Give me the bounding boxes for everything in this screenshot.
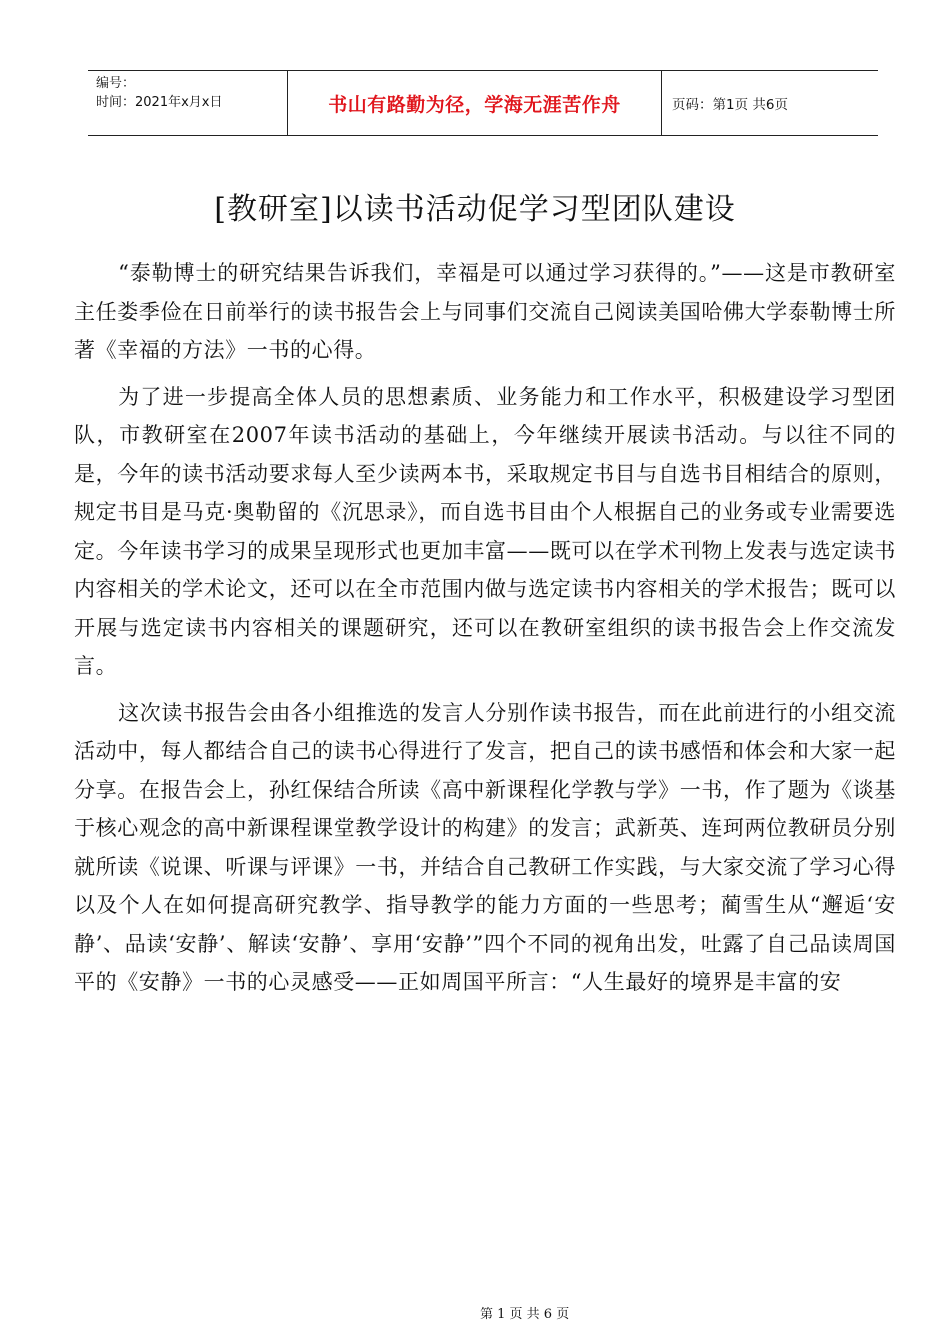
paragraph-2: 为了进一步提高全体人员的思想素质、业务能力和工作水平，积极建设学习型团队，市教研室在2007年读书活动的基础上，今年继续开展读书活动。与以往不同的是，今年的读书活动要求每人至少读两本书，采取规定书目与自选书目相结合的原则，规定书目是马克·奥勒留的《沉思录》，而自选书目由个人根据自己的业务或专业需要选定。今年读书学习的成果呈现形式也更加丰富——既可以在学术刊物上发表与选定读书内容相关的学术论文，还可以在全市范围内做与选定读书内容相关的学术报告；既可以开展与选定读书内容相关的课题研究，还可以在教研室组织的读书报告会上作交流发言。 [74,384,896,678]
document-title: [教研室]以读书活动促学习型团队建设 [214,192,736,227]
header-motto-cell [288,71,662,135]
page-info: 页码：第1页 共6页 [672,97,788,113]
paragraph-1: “泰勒博士的研究结果告诉我们，幸福是可以通过学习获得的。”——这是市教研室主任娄季俭在日前举行的读书报告会上与同事们交流自己阅读美国哈佛大学泰勒博士所著《幸福的方法》一书的心得。 [74,261,896,362]
header-page-cell [662,71,878,135]
time-label: 时间：2021年x月x日 [96,95,223,110]
paragraph-3: 这次读书报告会由各小组推选的发言人分别作读书报告，而在此前进行的小组交流活动中，每人都结合自己的读书心得进行了发言，把自己的读书感悟和体会和大家一起分享。在报告会上，孙红保结合所读《高中新课程化学教与学》一书，作了题为《谈基于核心观念的高中新课程课堂教学设计的构建》的发言；武新英、连珂两位教研员分别就所读《说课、听课与评课》一书，并结合自己教研工作实践，与大家交流了学习心得以及个人在如何提高研究教学、指导教学的能力方面的一些思考；蔺雪生从“邂逅‘安静’、品读‘安静’、解读‘安静’、享用‘安静’”四个不同的视角出发，吐露了自己品读周国平的《安静》一书的心灵感受——正如周国平所言：“人生最好的境界是丰富的安 [74,700,896,994]
header-meta-cell [88,71,288,135]
motto-text: 书山有路勤为径，学海无涯苦作舟 [328,93,621,116]
document-body [74,254,896,1002]
page-footer: 第 1 页 共 6 页 [480,1307,570,1322]
header-table [88,70,878,136]
serial-label: 编号： [96,76,136,91]
